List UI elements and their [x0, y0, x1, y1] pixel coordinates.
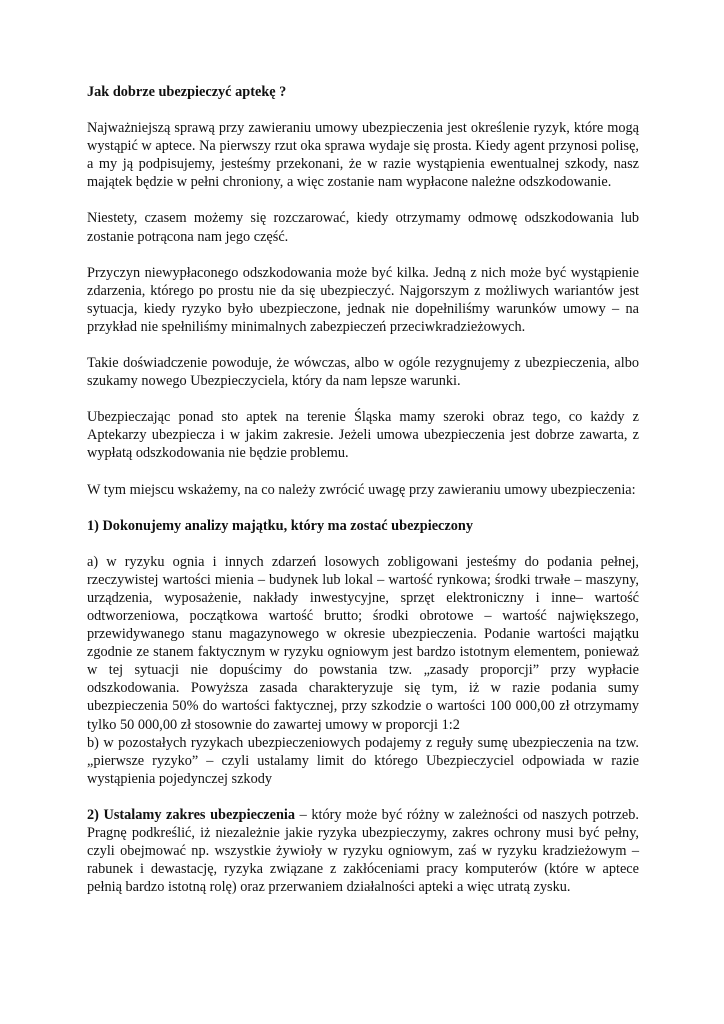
section-1-item-b: b) w pozostałych ryzykach ubezpieczeniowych podajemy z reguły sumę ubezpieczenia na tzw. „pierwsze ryzyko” – czyli ustalamy limit do którego Ubezpieczyciel odpowiada w razie wystąpienia pojedynczej szkody [87, 734, 639, 787]
document-page [87, 83, 639, 914]
paragraph-intro: Najważniejszą sprawą przy zawieraniu umowy ubezpieczenia jest określenie ryzyk, które mogą wystąpić w aptece. Na pierwszy rzut oka sprawa wydaje się prosta. Kiedy agent przynosi polisę, a my ją podpisujemy, jesteśmy przekonani, że w razie wystąpienia ewentualnej szkody, nasz majątek będzie w pełni chroniony, a więc zostanie nam wypłacone należne odszkodowanie. [87, 120, 639, 191]
paragraph-experience: Takie doświadczenie powoduje, że wówczas, albo w ogóle rezygnujemy z ubezpieczenia, albo szukamy nowego Ubezpieczyciela, który da nam lepsze warunki. [87, 355, 639, 390]
paragraph-disappointment: Niestety, czasem możemy się rozczarować, kiedy otrzymamy odmowę odszkodowania lub zostanie potrącona nam jego część. [87, 210, 639, 245]
document-title: Jak dobrze ubezpieczyć aptekę ? [87, 84, 287, 100]
section-2-text: – który może być różny w zależności od naszych potrzeb. Pragnę podkreślić, iż niezależnie jakie ryzyka ubezpieczymy, zakres ochrony musi być pełny, czyli obejmować np. wszystkie żywioły w ryzyku ogniowym, zaś w ryzyku kradzieżowym – rabunek i dewastację, ryzyka związane z zakłóceniami pracy komputerów (które w aptece pełnią bardzo istotną rolę) oraz przerwaniem działalności apteki a więc utratą zysku. [87, 806, 639, 896]
paragraph-silesia: Ubezpieczając ponad sto aptek na terenie Śląska mamy szeroki obraz tego, co każdy z Aptekarzy ubezpiecza i w jakim zakresie. Jeżeli umowa ubezpieczenia jest dobrze zawarta, z wypłatą odszkodowania nie będzie problemu. [87, 409, 639, 462]
section-1-item-a: a) w ryzyku ognia i innych zdarzeń losowych zobligowani jesteśmy do podania pełnej, rzeczywistej wartości mienia – budynek lub lokal – wartość rynkowa; środki trwałe – maszyny, urządzenia, wyposażenie, nakłady inwestycyjne, sprzęt elektroniczny i inne– wartość odtworzeniowa, początkowa wartość brutto; środki obrotowe – wartość największego, przewidywanego stanu magazynowego w okresie ubezpieczenia. Podanie wartości majątku zgodnie ze stanem faktycznym w ryzyku ogniowym jest bardzo istotnym elementem, ponieważ w tej sytuacji nie dopuścimy do powstania tzw. „zasady proporcji” przy wypłacie odszkodowania. Powyższa zasada charakteryzuje się tym, iż w razie podania sumy ubezpieczenia 50% do wartości faktycznej, przy szkodzie o wartości 100 000,00 zł otrzymamy tylko 50 000,00 zł stosownie do zawartej umowy w proporcji 1:2 [87, 553, 639, 733]
section-2-heading: 2) Ustalamy zakres ubezpieczenia [87, 806, 296, 823]
section-1-heading: 1) Dokonujemy analizy majątku, który ma zostać ubezpieczony [87, 517, 473, 534]
paragraph-reasons: Przyczyn niewypłaconego odszkodowania może być kilka. Jedną z nich może być wystąpienie zdarzenia, którego po prostu nie da się ubezpieczyć. Najgorszym z możliwych wariantów jest sytuacja, kiedy ryzyko było ubezpieczone, jednak nie dopełniliśmy warunków umowy – na przykład nie spełniliśmy minimalnych zabezpieczeń przeciwkradzieżowych. [87, 264, 639, 335]
section-2-paragraph [87, 806, 639, 896]
paragraph-lead-in: W tym miejscu wskażemy, na co należy zwrócić uwagę przy zawieraniu umowy ubezpieczenia: [87, 481, 636, 498]
